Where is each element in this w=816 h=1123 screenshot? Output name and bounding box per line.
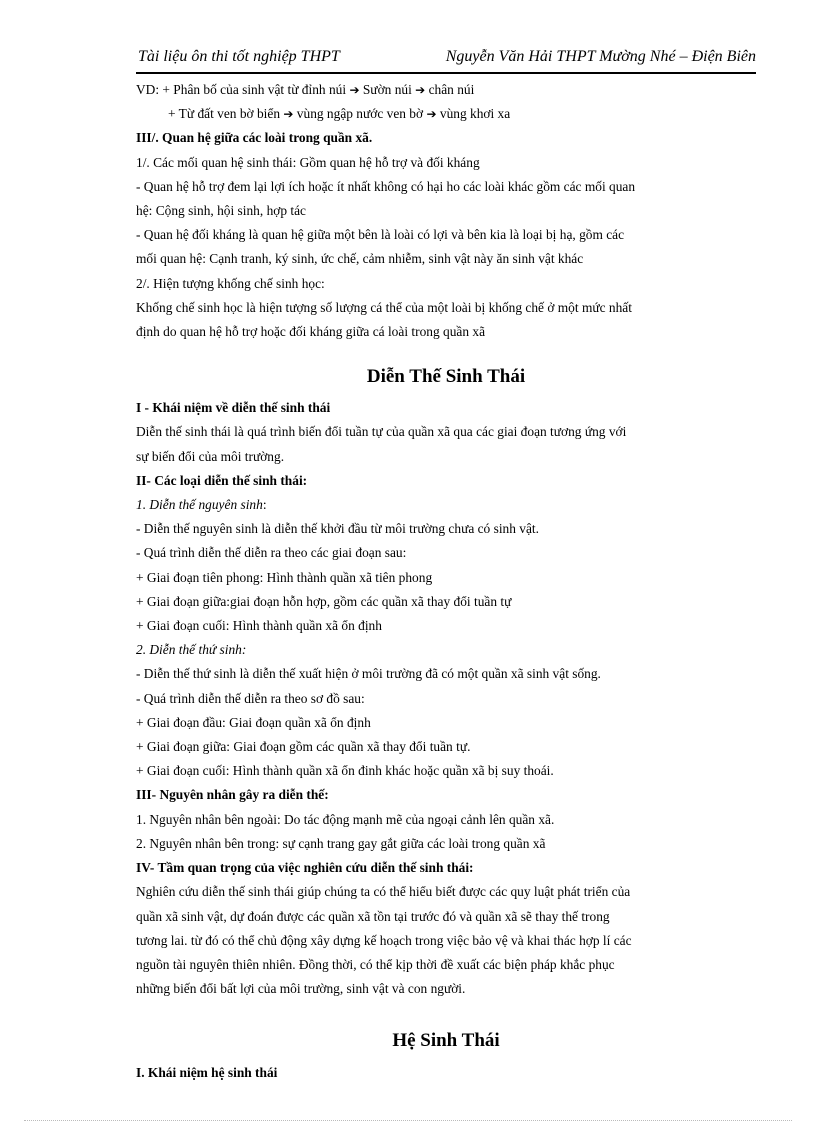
header-left: Tài liệu ôn thi tốt nghiệp THPT (138, 48, 340, 65)
subheading: IV- Tầm quan trọng của việc nghiên cứu diễn thế sinh thái: (136, 860, 474, 876)
subheading: II- Các loại diễn thế sinh thái: (136, 472, 308, 488)
example-2-mid: vùng ngập nước ven bờ (296, 106, 424, 122)
paragraph-line: 1/. Các mối quan hệ sinh thái: Gồm quan hệ hỗ trợ và đối kháng (136, 154, 480, 170)
paragraph-line: 1. Nguyên nhân bên ngoài: Do tác động mạnh mẽ của ngoại cảnh lên quần xã. (136, 811, 555, 827)
document-body (136, 78, 756, 1086)
page-bottom-rule (24, 1120, 792, 1121)
example-1-end: chân núi (428, 82, 475, 97)
paragraph-line: quần xã sinh vật, dự đoán được các quần xã tồn tại trước đó và quần xã sẽ thay thế trong (136, 908, 610, 924)
subheading: III- Nguyên nhân gây ra diễn thế: (136, 787, 329, 803)
paragraph-line: định do quan hệ hỗ trợ hoặc đối kháng giữa cá loài trong quần xã (136, 324, 486, 340)
paragraph-line: những biến đổi bất lợi của môi trường, sinh vật và con người. (136, 981, 466, 997)
paragraph-line: - Quá trình diễn thế diễn ra theo sơ đồ sau: (136, 690, 365, 706)
paragraph-line: - Quan hệ hỗ trợ đem lại lợi ích hoặc ít nhất không có hại ho các loài khác gồm các mối quan (136, 178, 636, 194)
subheading: I - Khái niệm về diễn thế sinh thái (136, 400, 331, 416)
example-2-end: vùng khơi xa (439, 106, 511, 122)
colon: : (262, 497, 267, 513)
right-arrow-icon: ➔ (426, 107, 437, 122)
section-title-ecosystem: Hệ Sinh Thái (392, 1030, 500, 1052)
paragraph-line: + Giai đoạn tiên phong: Hình thành quần xã tiên phong (136, 569, 433, 585)
right-arrow-icon: ➔ (349, 83, 360, 97)
right-arrow-icon: ➔ (415, 83, 426, 97)
example-line-1 (136, 78, 756, 102)
example-1-start: VD: + Phân bố của sinh vật từ đỉnh núi (136, 82, 347, 97)
paragraph-line: sự biến đổi của môi trường. (136, 448, 285, 464)
paragraph-line: Nghiên cứu diễn thế sinh thái giúp chúng ta có thể hiểu biết được các quy luật phát triển của (136, 884, 631, 900)
paragraph-line: - Quá trình diễn thế diễn ra theo các giai đoạn sau: (136, 545, 407, 561)
subheading: I. Khái niệm hệ sinh thái (136, 1065, 278, 1081)
example-2-start: + Từ đất ven bờ biển (168, 106, 281, 122)
paragraph-line: - Diễn thế thứ sinh là diễn thế xuất hiện ở môi trường đã có một quần xã sinh vật sống. (136, 666, 601, 682)
example-line-2 (136, 102, 756, 126)
paragraph-line: + Giai đoạn cuối: Hình thành quần xã ổn định (136, 618, 382, 634)
subsubheading (136, 493, 756, 517)
paragraph-line: + Giai đoạn đầu: Giai đoạn quần xã ổn định (136, 714, 371, 730)
paragraph-line: Khống chế sinh học là hiện tượng số lượng cá thể của một loài bị khống chế ở một mức nhất (136, 299, 632, 315)
paragraph-line: Diễn thế sinh thái là quá trình biến đổi tuần tự của quần xã qua các giai đoạn tương ứng với (136, 424, 627, 440)
heading-relationships: III/. Quan hệ giữa các loài trong quần xã. (136, 130, 373, 146)
page-header (136, 46, 756, 74)
paragraph-line: + Giai đoạn cuối: Hình thành quần xã ổn đinh khác hoặc quần xã bị suy thoái. (136, 763, 554, 779)
example-1-mid: Sườn núi (362, 82, 412, 97)
paragraph-line: tương lai. từ đó có thể chủ động xây dựng kế hoạch trong việc bảo vệ và khai thác hợp lí các (136, 932, 632, 948)
paragraph-line: - Quan hệ đối kháng là quan hệ giữa một bên là loài có lợi và bên kia là loại bị hạ, gồm các (136, 227, 625, 243)
paragraph-line: + Giai đoạn giữa:giai đoạn hỗn hợp, gồm các quần xã thay đổi tuần tự (136, 593, 512, 609)
right-arrow-icon: ➔ (283, 107, 294, 122)
paragraph-line: mối quan hệ: Cạnh tranh, ký sinh, ức chế, cảm nhiễm, sinh vật này ăn sinh vật khác (136, 251, 584, 267)
primary-succession-label: 1. Diễn thế nguyên sinh (136, 497, 263, 513)
paragraph-line: + Giai đoạn giữa: Giai đoạn gồm các quần xã thay đổi tuần tự. (136, 739, 471, 755)
paragraph-line: nguồn tài nguyên thiên nhiên. Đồng thời, có thể kịp thời đề xuất các biện pháp khắc phục (136, 956, 615, 972)
header-right: Nguyễn Văn Hải THPT Mường Nhé – Điện Biên (445, 48, 756, 65)
header-rule (136, 72, 756, 74)
paragraph-line: - Diễn thế nguyên sinh là diễn thế khởi đầu từ môi trường chưa có sinh vật. (136, 521, 539, 537)
section-title-succession: Diễn Thế Sinh Thái (366, 366, 526, 388)
paragraph-line: 2/. Hiện tượng khống chế sinh học: (136, 275, 325, 291)
paragraph-line: 2. Nguyên nhân bên trong: sự cạnh trang gay gắt giữa các loài trong quần xã (136, 835, 546, 851)
subsubheading: 2. Diễn thế thứ sinh: (136, 642, 247, 658)
paragraph-line: hệ: Cộng sinh, hội sinh, hợp tác (136, 203, 306, 219)
